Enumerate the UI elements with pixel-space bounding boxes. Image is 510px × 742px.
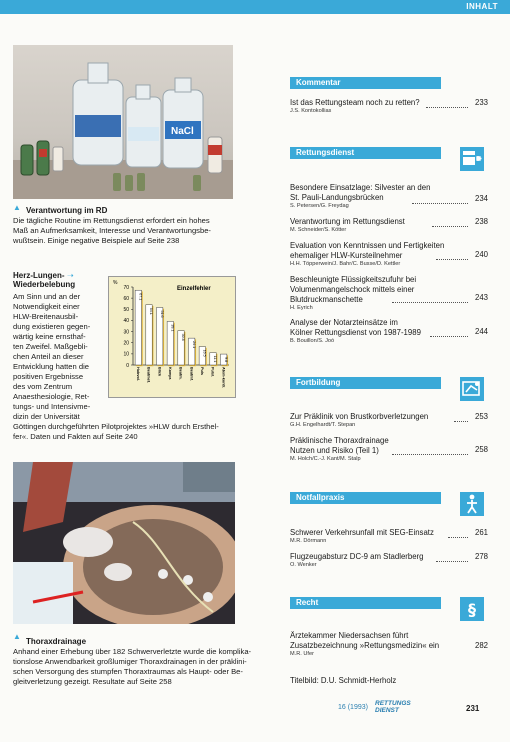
dot-leader [448, 537, 468, 538]
toc-entry[interactable]: Analyse der Notarzteinsätze im Kölner Rettungsdienst von 1987-1989 B. Bouillon/S. Joó [290, 318, 421, 344]
y-tick-label: 0 [126, 362, 129, 369]
emergency-icon [460, 492, 484, 516]
toc-entry[interactable]: Verantwortung im Rettungsdienst M. Schneider/S. Kötter [290, 217, 405, 233]
toc-entry[interactable]: Besondere Einsatzlage: Silvester an den St. Pauli-Landungsbrücken S. Petersen/G. Freydag [290, 183, 431, 209]
page-number[interactable]: 258 [474, 445, 488, 454]
issue-number: 16 (1993) [338, 704, 368, 711]
caption-arrow-icon: ▲ [13, 203, 21, 212]
y-tick-label: 30 [123, 329, 129, 336]
hlw-text-full: Göttingen durchgeführten Pilotprojektes »HLW durch Ersthel- fer«. Daten und Fakten auf Seite 240 [13, 422, 219, 441]
page-number[interactable]: 240 [474, 250, 488, 259]
bar-value-label: 39.1 [170, 324, 175, 332]
bar-value-label: 24.1 [191, 341, 196, 349]
chart-svg [109, 277, 235, 397]
section-header-recht: Recht [290, 597, 441, 609]
dot-leader [430, 336, 468, 337]
toc-entry[interactable]: Schwerer Verkehrsunfall mit SEG-Einsatz M.R. Dörmann [290, 528, 434, 544]
bar [135, 290, 141, 365]
page-number[interactable]: 233 [474, 98, 488, 107]
dot-leader [436, 561, 468, 562]
bar-value-label: 11.1 [213, 355, 218, 363]
section-header-notfallpraxis: Notfallpraxis [290, 492, 441, 504]
hlw-title: Herz-Lungen- Wiederbelebung [13, 271, 76, 289]
page-number[interactable]: 238 [474, 217, 488, 226]
thorax-arrow-icon: ▲ [13, 632, 21, 641]
page-number[interactable]: 253 [474, 412, 488, 421]
y-tick-label: 40 [123, 318, 129, 325]
y-tick-label: 10 [123, 351, 129, 358]
bar-value-label: 51.6 [159, 310, 164, 318]
toc-entry[interactable]: Ist das Rettungsteam noch zu retten? J.S. Kontokollias [290, 98, 420, 114]
svg-text:§: § [468, 600, 476, 619]
toc-entry[interactable]: Präklinische Thoraxdrainage Nutzen und Risiko (Teil 1) M. Holch/C.-J. Kant/M. Stalp [290, 436, 389, 462]
bar-value-label: 54.1 [149, 307, 154, 315]
bar-chart [108, 276, 236, 398]
bar-value-label: 30.8 [181, 333, 186, 341]
category-label: Beatmf. [189, 367, 194, 381]
toc-entry[interactable]: Flugzeugabsturz DC-9 am Stadlerberg O. Wenker [290, 552, 424, 568]
header-bar [0, 0, 510, 14]
category-label: Blick [157, 367, 162, 377]
infusion-bottles-photo [13, 45, 233, 199]
hlw-arrow-icon: ➝ [67, 271, 74, 280]
page-footer-number: 231 [466, 704, 480, 713]
ambulance-icon [460, 147, 484, 171]
category-label: Kompr. [167, 367, 172, 381]
page-number[interactable]: 278 [474, 552, 488, 561]
toc-entry[interactable]: Beschleunigte Flüssigkeitszufuhr bei Volumenmangelschock mittels einer Blutdruckmanschette H. Eyrich [290, 275, 417, 311]
dot-leader [454, 421, 468, 422]
journal-logo: RETTUNGS DIENST [375, 700, 411, 714]
section-header-fortbildung: Fortbildung [290, 377, 441, 389]
section-header-rettungsdienst: Rettungsdienst [290, 147, 441, 159]
y-axis-label: % [113, 280, 118, 286]
dot-leader [392, 454, 468, 455]
toc-entry[interactable]: Zur Präklinik von Brustkorbverletzungen G.H. Engelhardt/T. Stepan [290, 412, 429, 428]
y-tick-label: 70 [123, 284, 129, 291]
education-icon [460, 377, 484, 401]
category-label: Beatm. [178, 367, 183, 380]
bar-value-label: 16.5 [202, 349, 207, 357]
toc-entry[interactable]: Evaluation von Kenntnissen und Fertigkeiten ehemaliger HLW-Kursteilnehmer H.H. Töpperwein/J. Bahr/C. Busse/D. Kettler [290, 241, 445, 267]
section-label: INHALT [466, 2, 498, 11]
category-label: Atem-kontr. [221, 367, 226, 389]
dot-leader [392, 302, 468, 303]
section-header-kommentar: Kommentar [290, 77, 441, 89]
dot-leader [426, 107, 468, 108]
law-icon [460, 597, 484, 621]
cover-credit: Titelbild: D.U. Schmidt-Herholz [290, 676, 397, 685]
page-number[interactable]: 282 [474, 641, 488, 650]
thorax-text: Anhand einer Erhebung über 182 Schwerverletzte wurde die komplika- tionslose Anwendbarkeit großlumiger Thoraxdrainagen in der präklini- schen Versorgung des stumpfen Thoraxtraumas als Haupt- oder Be- gleitverletzung gezeigt. Resultate auf Seite 258 [13, 647, 252, 686]
y-tick-label: 20 [123, 340, 129, 347]
page-number[interactable]: 234 [474, 194, 488, 203]
dot-leader [412, 203, 468, 204]
category-label: Puls [199, 367, 204, 376]
page-number[interactable]: 243 [474, 293, 488, 302]
photo1-caption: Die tägliche Routine im Rettungsdienst erfordert ein hohes Maß an Aufmerksamkeit, Interesse und Verantwortungsbe- wußtsein. Einige negative Beispiele auf Seite 238 [13, 216, 211, 245]
y-tick-label: 50 [123, 307, 129, 314]
category-label: Hubvol. [135, 367, 140, 381]
thorax-drainage-photo [13, 462, 235, 624]
category-label: Beatmet. [146, 367, 151, 384]
y-tick-label: 60 [123, 295, 129, 302]
page-number[interactable]: 244 [474, 327, 488, 336]
hlw-text: Am Sinn und an der Notwendigkeit einer HLW-Breitenausbil- dung existieren gegen- wärtig keine ernsthaf- ten Zweifel. Maßgebli- chen Anteil an dieser Entwicklung hatten die positiven Ergebnisse des vom Zentrum Anaesthesiologie, Ret- tungs- und Intensivme- dizin der Universität [13, 292, 91, 421]
bottle-label: NaCl [171, 126, 194, 137]
photo1-caption-title: Verantwortung im RD [26, 206, 108, 215]
toc-entry[interactable]: Ärztekammer Niedersachsen führt Zusatzbezeichnung »Rettungsmedizin« ein M.R. Ufer [290, 631, 440, 657]
bar-value-label: 9.8 [223, 357, 228, 363]
page-number[interactable]: 261 [474, 528, 488, 537]
thorax-title: Thoraxdrainage [26, 637, 87, 646]
dot-leader [432, 226, 468, 227]
dot-leader [436, 259, 468, 260]
chart-title: Einzelfehler [177, 286, 211, 292]
category-label: Pulsl. [210, 367, 215, 378]
bar-value-label: 67.1 [138, 293, 143, 301]
